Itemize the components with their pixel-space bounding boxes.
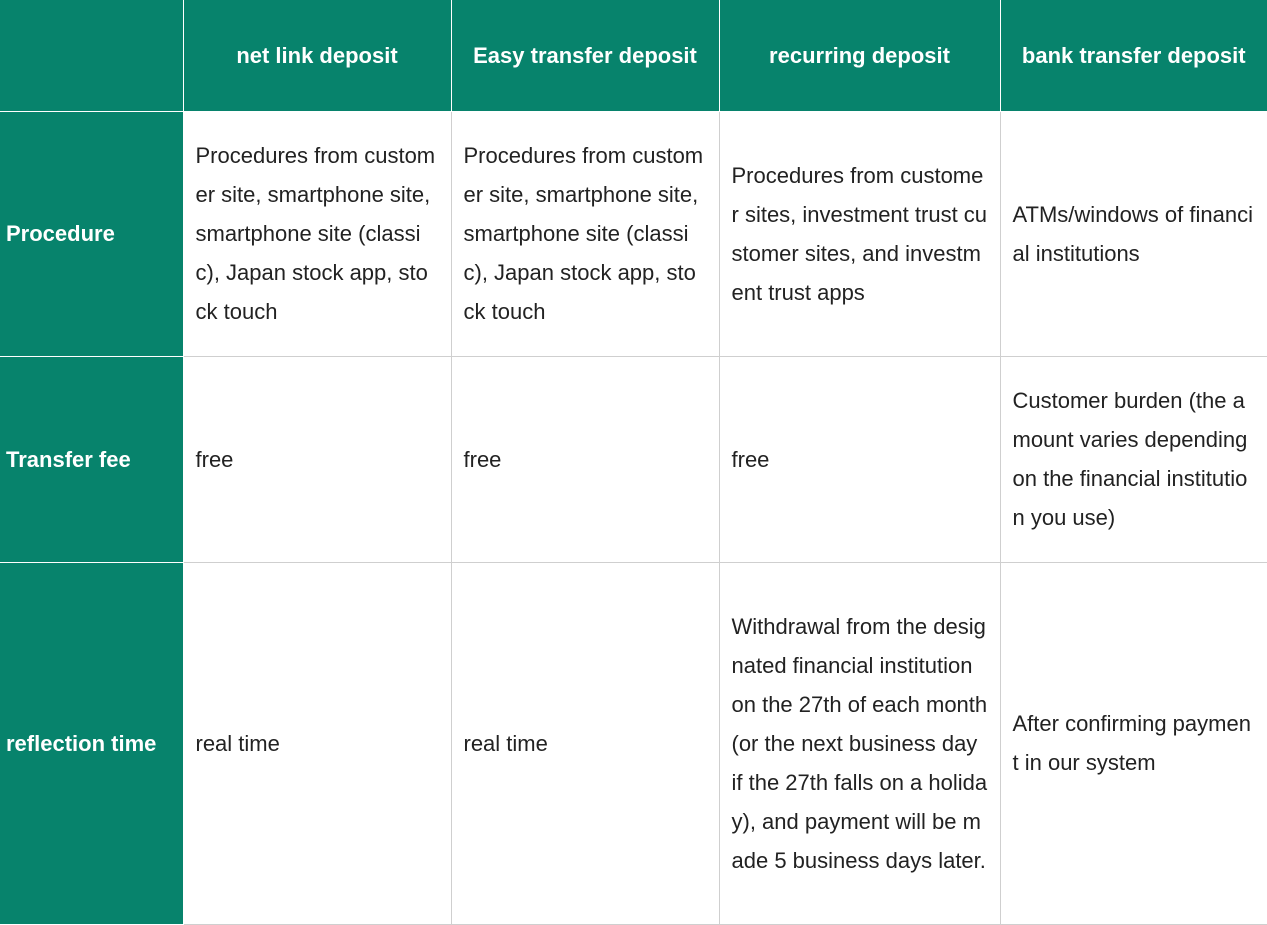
col-header-bank-transfer-deposit: bank transfer deposit [1000,0,1267,111]
table-cell: Procedures from customer sites, investment trust customer sites, and investment trust apps [719,111,1000,356]
table-cell: free [719,356,1000,562]
table-cell: Withdrawal from the designated financial institution on the 27th of each month (or the next business day if the 27th falls on a holiday), and payment will be made 5 business days later. [719,562,1000,924]
header-row [0,0,1267,111]
table-cell: ATMs/windows of financial institutions [1000,111,1267,356]
table-cell: free [451,356,719,562]
table-cell: real time [451,562,719,924]
row-header-procedure: Procedure [0,111,183,356]
table-cell: Customer burden (the amount varies depending on the financial institution you use) [1000,356,1267,562]
table-cell: Procedures from customer site, smartphone site, smartphone site (classic), Japan stock app, stock touch [183,111,451,356]
table-cell: free [183,356,451,562]
table-cell: Procedures from customer site, smartphone site, smartphone site (classic), Japan stock app, stock touch [451,111,719,356]
table-cell: After confirming payment in our system [1000,562,1267,924]
row-header-reflection-time: reflection time [0,562,183,924]
table-row-transfer-fee [0,356,1267,562]
table-row-procedure [0,111,1267,356]
row-header-transfer-fee: Transfer fee [0,356,183,562]
table-row-reflection-time [0,562,1267,924]
table-cell: real time [183,562,451,924]
col-header-easy-transfer-deposit: Easy transfer deposit [451,0,719,111]
corner-header-cell [0,0,183,111]
col-header-net-link-deposit: net link deposit [183,0,451,111]
col-header-recurring-deposit: recurring deposit [719,0,1000,111]
